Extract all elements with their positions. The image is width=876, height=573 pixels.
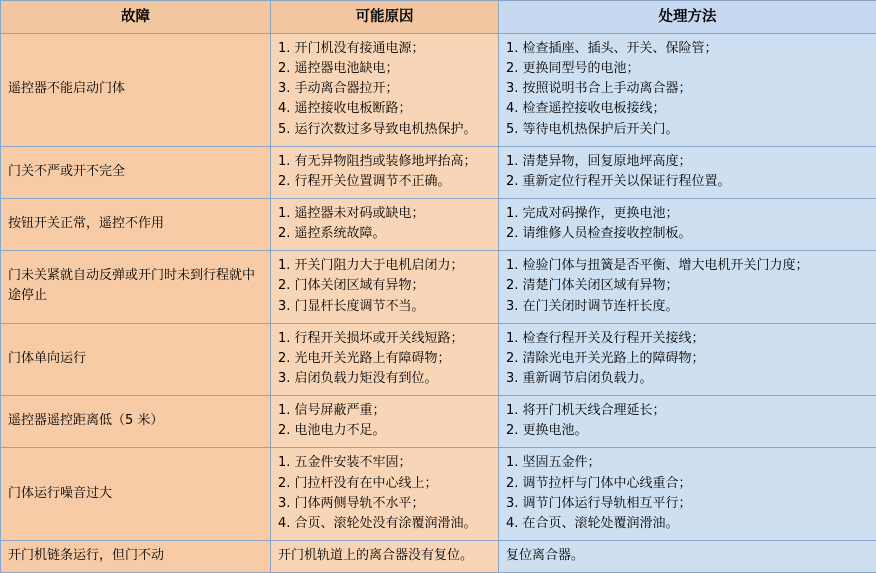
fault-text: 遥控器不能启动门体 bbox=[8, 79, 263, 99]
table-row bbox=[1, 396, 876, 448]
table-row bbox=[1, 540, 876, 572]
table-row bbox=[1, 251, 876, 323]
cell-fault bbox=[1, 323, 271, 395]
solution-list bbox=[506, 453, 869, 534]
solution-line: 5. 等待电机热保护后开关门。 bbox=[506, 120, 869, 140]
table-row bbox=[1, 34, 876, 147]
solution-list bbox=[506, 152, 869, 192]
cause-line: 1. 五金件安装不牢固； bbox=[278, 453, 491, 473]
fault-text: 遥控器遥控距离低（5 米） bbox=[8, 411, 263, 431]
solution-line: 1. 检查插座、插头、开关、保险管； bbox=[506, 39, 869, 59]
cell-solution bbox=[499, 198, 876, 250]
cell-fault bbox=[1, 198, 271, 250]
cell-solution bbox=[499, 146, 876, 198]
cause-line: 4. 遥控接收电板断路； bbox=[278, 99, 491, 119]
cause-line: 3. 门体两侧导轨不水平； bbox=[278, 494, 491, 514]
cause-line: 3. 启闭负载力矩没有到位。 bbox=[278, 369, 491, 389]
solution-line: 1. 完成对码操作，更换电池； bbox=[506, 204, 869, 224]
cell-cause bbox=[271, 146, 499, 198]
cell-fault bbox=[1, 146, 271, 198]
table-header bbox=[1, 1, 876, 34]
cause-line: 2. 遥控器电池缺电； bbox=[278, 59, 491, 79]
solution-line: 2. 清楚门体关闭区域有异物； bbox=[506, 276, 869, 296]
cause-list bbox=[278, 39, 491, 140]
cause-line: 开门机轨道上的离合器没有复位。 bbox=[278, 546, 491, 566]
cell-cause bbox=[271, 251, 499, 323]
cause-line: 1. 有无异物阻挡或装修地坪抬高； bbox=[278, 152, 491, 172]
cause-line: 2. 电池电力不足。 bbox=[278, 421, 491, 441]
solution-line: 4. 检查遥控接收电板接线； bbox=[506, 99, 869, 119]
cause-list bbox=[278, 256, 491, 316]
solution-line: 1. 检验门体与扭簧是否平衡、增大电机开关门力度； bbox=[506, 256, 869, 276]
cause-list bbox=[278, 401, 491, 441]
cause-list bbox=[278, 453, 491, 534]
solution-list bbox=[506, 256, 869, 316]
cell-solution bbox=[499, 323, 876, 395]
solution-line: 4. 在合页、滚轮处覆润滑油。 bbox=[506, 514, 869, 534]
cause-line: 5. 运行次数过多导致电机热保护。 bbox=[278, 120, 491, 140]
fault-text: 门未关紧就自动反弹或开门时未到行程就中途停止 bbox=[8, 266, 263, 306]
cell-cause bbox=[271, 448, 499, 541]
table-row bbox=[1, 146, 876, 198]
column-header-cause: 可能原因 bbox=[271, 1, 499, 34]
cause-line: 2. 光电开关光路上有障碍物； bbox=[278, 349, 491, 369]
cell-fault bbox=[1, 540, 271, 572]
solution-line: 3. 调节门体运行导轨相互平行； bbox=[506, 494, 869, 514]
cell-solution bbox=[499, 540, 876, 572]
solution-line: 2. 调节拉杆与门体中心线重合； bbox=[506, 474, 869, 494]
cause-line: 1. 行程开关损坏或开关线短路； bbox=[278, 329, 491, 349]
cause-line: 1. 遥控器未对码或缺电； bbox=[278, 204, 491, 224]
cell-solution bbox=[499, 34, 876, 147]
cell-solution bbox=[499, 448, 876, 541]
cell-solution bbox=[499, 251, 876, 323]
cause-list bbox=[278, 152, 491, 192]
solution-line: 2. 请维修人员检查接收控制板。 bbox=[506, 224, 869, 244]
cause-line: 4. 合页、滚轮处没有涂覆润滑油。 bbox=[278, 514, 491, 534]
solution-line: 3. 在门关闭时调节连杆长度。 bbox=[506, 297, 869, 317]
cause-line: 2. 门拉杆没有在中心线上； bbox=[278, 474, 491, 494]
solution-list bbox=[506, 401, 869, 441]
cause-list bbox=[278, 329, 491, 389]
table-row bbox=[1, 323, 876, 395]
column-header-solution: 处理方法 bbox=[499, 1, 876, 34]
table-header-row bbox=[1, 1, 876, 34]
cause-line: 3. 门显杆长度调节不当。 bbox=[278, 297, 491, 317]
solution-line: 1. 坚固五金件； bbox=[506, 453, 869, 473]
cause-line: 1. 开关门阻力大于电机启闭力； bbox=[278, 256, 491, 276]
column-header-fault: 故障 bbox=[1, 1, 271, 34]
fault-text: 开门机链条运行，但门不动 bbox=[8, 546, 263, 566]
cause-line: 2. 遥控系统故障。 bbox=[278, 224, 491, 244]
cell-fault bbox=[1, 448, 271, 541]
solution-line: 复位离合器。 bbox=[506, 546, 869, 566]
solution-list bbox=[506, 204, 869, 244]
cell-fault bbox=[1, 396, 271, 448]
cause-list bbox=[278, 546, 491, 566]
cell-fault bbox=[1, 34, 271, 147]
table-row bbox=[1, 198, 876, 250]
solution-line: 3. 重新调节启闭负载力。 bbox=[506, 369, 869, 389]
fault-text: 按钮开关正常，遥控不作用 bbox=[8, 214, 263, 234]
solution-line: 1. 清楚异物，回复原地坪高度； bbox=[506, 152, 869, 172]
cause-line: 1. 开门机没有接通电源； bbox=[278, 39, 491, 59]
cell-cause bbox=[271, 323, 499, 395]
solution-line: 1. 检查行程开关及行程开关接线； bbox=[506, 329, 869, 349]
cause-list bbox=[278, 204, 491, 244]
cell-cause bbox=[271, 34, 499, 147]
cell-solution bbox=[499, 396, 876, 448]
solution-line: 2. 更换同型号的电池； bbox=[506, 59, 869, 79]
solution-list bbox=[506, 329, 869, 389]
solution-list bbox=[506, 39, 869, 140]
cause-line: 1. 信号屏蔽严重； bbox=[278, 401, 491, 421]
cell-cause bbox=[271, 198, 499, 250]
cause-line: 2. 行程开关位置调节不正确。 bbox=[278, 172, 491, 192]
solution-line: 2. 清除光电开关光路上的障碍物； bbox=[506, 349, 869, 369]
solution-line: 1. 将开门机天线合理延长； bbox=[506, 401, 869, 421]
cell-cause bbox=[271, 540, 499, 572]
solution-line: 2. 重新定位行程开关以保证行程位置。 bbox=[506, 172, 869, 192]
cell-fault bbox=[1, 251, 271, 323]
fault-text: 门关不严或开不完全 bbox=[8, 162, 263, 182]
table-body bbox=[1, 34, 876, 573]
cell-cause bbox=[271, 396, 499, 448]
solution-line: 3. 按照说明书合上手动离合器； bbox=[506, 79, 869, 99]
solution-list bbox=[506, 546, 869, 566]
solution-line: 2. 更换电池。 bbox=[506, 421, 869, 441]
cause-line: 2. 门体关闭区域有异物； bbox=[278, 276, 491, 296]
fault-text: 门体单向运行 bbox=[8, 349, 263, 369]
table-row bbox=[1, 448, 876, 541]
fault-text: 门体运行噪音过大 bbox=[8, 484, 263, 504]
cause-line: 3. 手动离合器拉开； bbox=[278, 79, 491, 99]
